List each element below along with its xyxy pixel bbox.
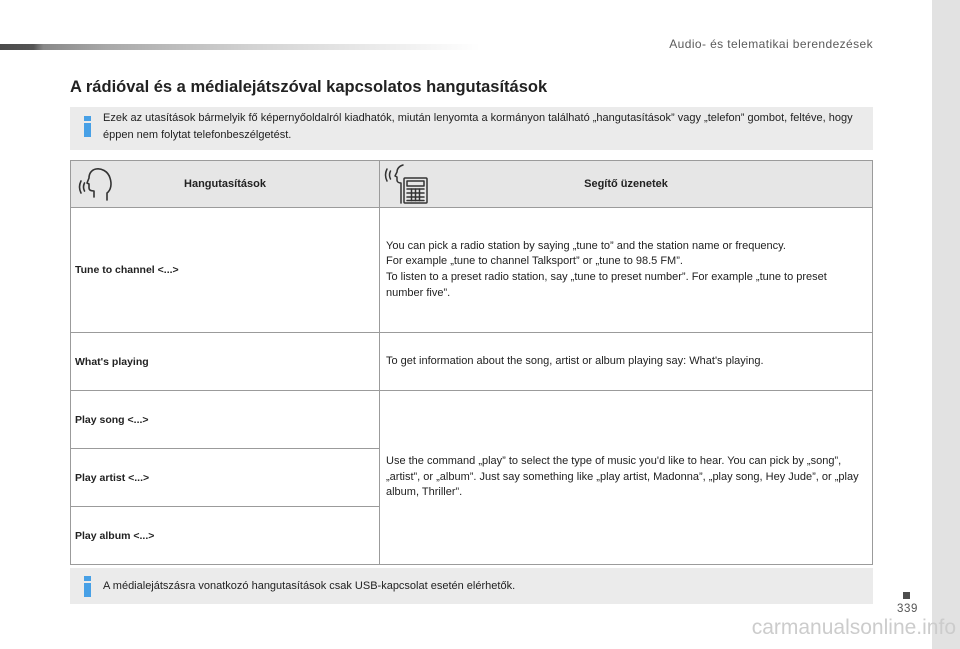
info-icon [84, 116, 91, 137]
watermark: carmanualsonline.info [751, 616, 956, 639]
table-header-label: Hangutasítások [184, 178, 266, 190]
help-message-play [380, 391, 872, 564]
command-play-album: Play album <...> [71, 507, 380, 564]
voice-help-icon [384, 163, 430, 210]
info-note-text: Ezek az utasítások bármelyik fő képernyőoldalról kiadhatók, miután lenyomta a kormányon található „hangutasítások” vagy „telefon” gombot, feltéve, hogy éppen nem folytat telefonbeszélgetést. [103, 112, 853, 141]
command-tune-to-channel: Tune to channel <...> [71, 208, 380, 333]
info-note-text: A médialejátszásra vonatkozó hangutasítások csak USB-kapcsolat esetén elérhetők. [103, 580, 516, 592]
help-message-line: To get information about the song, artist or album playing say: What's playing. [386, 354, 764, 367]
voice-command-icon [77, 166, 113, 207]
help-message-tune-to-channel [380, 208, 872, 333]
side-strip [932, 0, 960, 649]
section-title: Audio- és telematikai berendezések [669, 37, 873, 51]
voice-commands-table [70, 160, 873, 565]
page-marker [903, 592, 910, 599]
command-play-artist: Play artist <...> [71, 449, 380, 507]
help-message-line: For example „tune to channel Talksport” or „tune to 98.5 FM”. [386, 255, 683, 268]
table-header-commands [71, 161, 380, 208]
command-play-song: Play song <...> [71, 391, 380, 449]
table-header-help-messages [380, 161, 872, 208]
command-whats-playing: What's playing [71, 333, 380, 391]
table-header-label: Segítő üzenetek [584, 178, 668, 190]
info-note-top [70, 107, 873, 150]
info-icon [84, 576, 91, 597]
help-message-play-text: Use the command „play” to select the type of music you'd like to hear. You can pick by „song”, „artist”, or „album”. Just say something like „play artist, Madonna”, „play song, Hey Jude”, or „play album, Thriller”. [386, 455, 859, 499]
help-message-line: You can pick a radio station by saying „tune to” and the station name or frequency. [386, 239, 786, 252]
page-number: 339 [897, 603, 918, 615]
help-message-whats-playing [380, 333, 872, 391]
info-note-bottom [70, 568, 873, 604]
header-gradient-bar [0, 44, 480, 50]
page-title: A rádióval és a médialejátszóval kapcsolatos hangutasítások [70, 78, 548, 96]
help-message-line: To listen to a preset radio station, say „tune to preset number”. For example „tune to preset number five”. [386, 271, 827, 299]
